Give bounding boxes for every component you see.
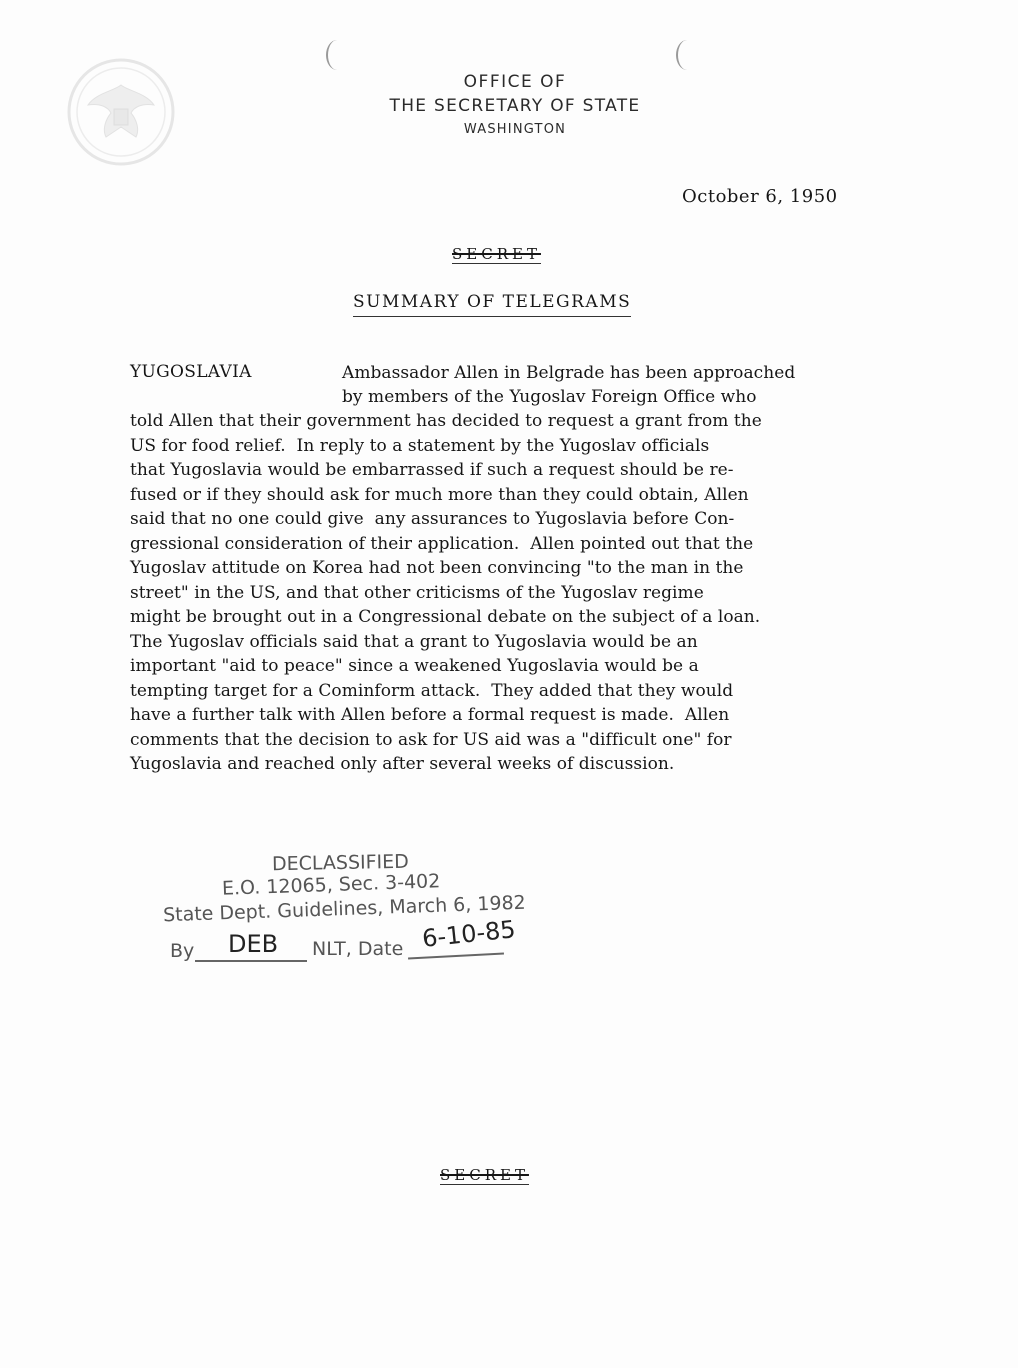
stamp-by-underline <box>195 960 307 962</box>
body-line: that Yugoslavia would be embarrassed if such a request should be re- <box>130 460 734 480</box>
letterhead-secretary: THE SECRETARY OF STATE <box>389 96 641 116</box>
body-line: Yugoslavia and reached only after several weeks of discussion. <box>130 754 675 774</box>
stamp-declassified: DECLASSIFIED <box>271 850 410 876</box>
punch-hole-mark-left <box>326 40 348 70</box>
letterhead-city: WASHINGTON <box>463 122 567 137</box>
body-line: gressional consideration of their application. Allen pointed out that the <box>130 534 754 554</box>
classification-bottom: SECRET <box>440 1166 529 1184</box>
body-line: important "aid to peace" since a weakened Yugoslavia would be a <box>130 656 699 676</box>
body-line: by members of the Yugoslav Foreign Office who <box>342 387 757 407</box>
body-line: told Allen that their government has decided to request a grant from the <box>130 411 762 431</box>
body-line: fused or if they should ask for much more than they could obtain, Allen <box>130 485 749 505</box>
body-line: tempting target for a Cominform attack. They added that they would <box>130 681 734 701</box>
stamp-guidelines: State Dept. Guidelines, March 6, 1982 <box>162 891 527 927</box>
body-line: The Yugoslav officials said that a grant to Yugoslavia would be an <box>130 632 698 652</box>
body-line: Yugoslav attitude on Korea had not been convincing "to the man in the <box>130 558 744 578</box>
stamp-by-initials: DEB <box>228 930 279 958</box>
body-line: US for food relief. In reply to a statement by the Yugoslav officials <box>130 436 710 456</box>
letterhead-office: OFFICE OF <box>463 72 567 92</box>
stamp-by-label: By <box>170 940 195 962</box>
stamp-date-underline <box>408 952 504 959</box>
classification-top: SECRET <box>452 245 541 263</box>
body-line: comments that the decision to ask for US aid was a "difficult one" for <box>130 730 732 750</box>
punch-hole-mark-right <box>676 40 698 70</box>
stamp-nlt-date-label: NLT, Date <box>312 938 404 960</box>
document-date: October 6, 1950 <box>682 186 838 207</box>
body-line: have a further talk with Allen before a formal request is made. Allen <box>130 705 730 725</box>
embossed-seal-icon <box>66 57 176 167</box>
section-subject: YUGOSLAVIA <box>130 362 252 382</box>
stamp-executive-order: E.O. 12065, Sec. 3-402 <box>221 870 441 900</box>
document-heading: SUMMARY OF TELEGRAMS <box>353 292 631 317</box>
stamp-date-value: 6-10-85 <box>420 915 517 953</box>
body-line: might be brought out in a Congressional debate on the subject of a loan. <box>130 607 761 627</box>
body-line: said that no one could give any assurances to Yugoslavia before Con- <box>130 509 735 529</box>
body-line: street" in the US, and that other criticisms of the Yugoslav regime <box>130 583 704 603</box>
body-line: Ambassador Allen in Belgrade has been approached <box>342 363 796 383</box>
